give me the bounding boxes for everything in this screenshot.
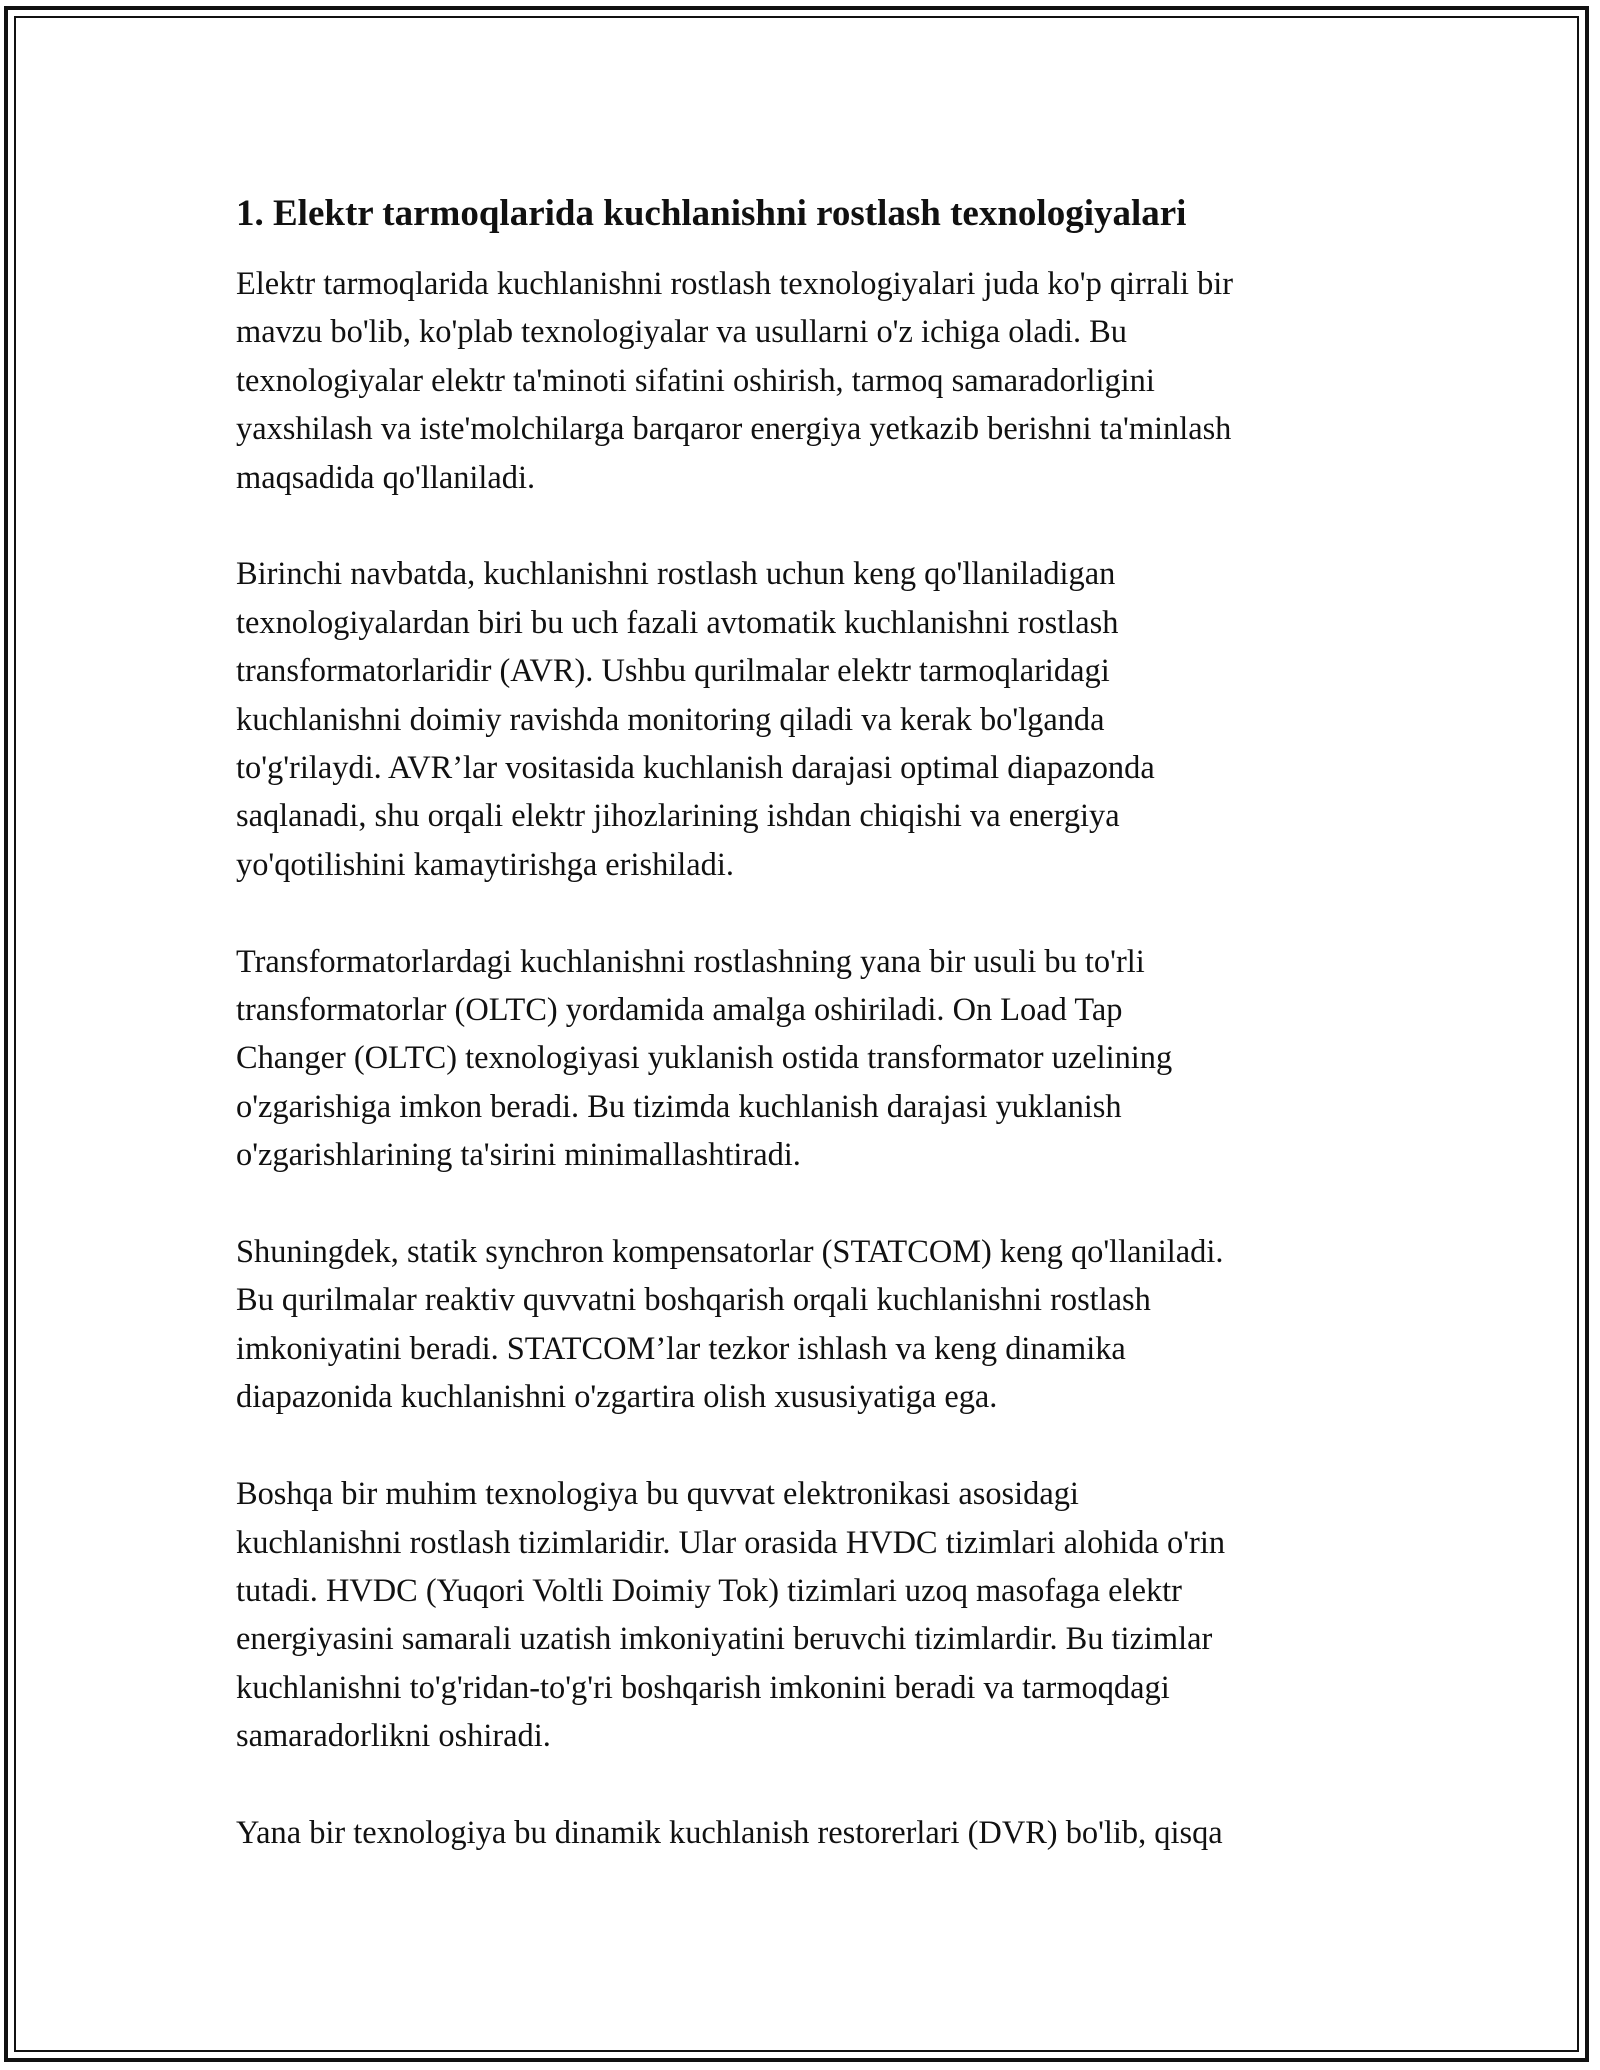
- paragraph-intro: [236, 260, 1376, 502]
- paragraph-line: Changer (OLTC) texnologiyasi yuklanish ostida transformator uzelining: [236, 1040, 1173, 1077]
- paragraph-line: Yana bir texnologiya bu dinamik kuchlanish restorerlari (DVR) bo'lib, qisqa: [236, 1814, 1223, 1851]
- paragraph-line: maqsadida qo'llaniladi.: [236, 459, 536, 496]
- paragraph-line: kuchlanishni rostlash tizimlaridir. Ular orasida HVDC tizimlari alohida o'rin: [236, 1524, 1226, 1561]
- paragraph-line: transformatorlaridir (AVR). Ushbu qurilmalar elektr tarmoqlaridagi: [236, 653, 1110, 690]
- paragraph-line: tutadi. HVDC (Yuqori Voltli Doimiy Tok) tizimlari uzoq masofaga elektr: [236, 1572, 1182, 1609]
- paragraph-statcom: [236, 1228, 1376, 1422]
- paragraph-line: o'zgarishiga imkon beradi. Bu tizimda kuchlanish darajasi yuklanish: [236, 1088, 1122, 1125]
- paragraph-line: yaxshilash va iste'molchilarga barqaror energiya yetkazib berishni ta'minlash: [236, 411, 1232, 448]
- paragraph-line: Boshqa bir muhim texnologiya bu quvvat elektronikasi asosidagi: [236, 1476, 1079, 1513]
- paragraph-line: samaradorlikni oshiradi.: [236, 1718, 551, 1755]
- paragraph-line: Birinchi navbatda, kuchlanishni rostlash uchun keng qo'llaniladigan: [236, 556, 1116, 593]
- paragraph-line: imkoniyatini beradi. STATCOM’lar tezkor ishlash va keng dinamika: [236, 1330, 1126, 1367]
- paragraph-line: diapazonida kuchlanishni o'zgartira olish xususiyatiga ega.: [236, 1379, 998, 1416]
- paragraph-line: Elektr tarmoqlarida kuchlanishni rostlash texnologiyalari juda ko'p qirrali bir: [236, 266, 1234, 302]
- paragraph-line: kuchlanishni doimiy ravishda monitoring qiladi va kerak bo'lganda: [236, 701, 1105, 738]
- paragraph-line: texnologiyalardan biri bu uch fazali avtomatik kuchlanishni rostlash: [236, 604, 1119, 641]
- paragraph-dvr: [236, 1809, 1376, 1857]
- paragraph-line: Transformatorlardagi kuchlanishni rostlashning yana bir usuli bu to'rli: [236, 943, 1145, 980]
- paragraph-avr: [236, 550, 1376, 889]
- paragraph-line: kuchlanishni to'g'ridan-to'g'ri boshqarish imkonini beradi va tarmoqdagi: [236, 1669, 1170, 1706]
- paragraph-line: texnologiyalar elektr ta'minoti sifatini oshirish, tarmoq samaradorligini: [236, 362, 1155, 399]
- paragraph-line: Bu qurilmalar reaktiv quvvatni boshqarish orqali kuchlanishni rostlash: [236, 1282, 1151, 1319]
- paragraph-line: transformatorlar (OLTC) yordamida amalga oshiriladi. On Load Tap: [236, 992, 1123, 1029]
- paragraph-line: Shuningdek, statik synchron kompensatorlar (STATCOM) keng qo'llaniladi.: [236, 1234, 1224, 1271]
- paragraph-line: to'g'rilaydi. AVR’lar vositasida kuchlanish darajasi optimal diapazonda: [236, 750, 1155, 787]
- paragraph-line: o'zgarishlarining ta'sirini minimallashtiradi.: [236, 1137, 801, 1174]
- paragraph-oltc: [236, 938, 1376, 1180]
- paragraph-line: yo'qotilishini kamaytirishga erishiladi.: [236, 846, 734, 883]
- section-heading: 1. Elektr tarmoqlarida kuchlanishni rostlash texnologiyalari: [236, 193, 1187, 234]
- paragraph-hvdc: [236, 1470, 1376, 1760]
- paragraph-line: energiyasini samarali uzatish imkoniyatini beruvchi tizimlardir. Bu tizimlar: [236, 1621, 1213, 1658]
- paragraph-line: saqlanadi, shu orqali elektr jihozlarining ishdan chiqishi va energiya: [236, 798, 1120, 835]
- document-body: [236, 182, 1376, 1906]
- paragraph-line: mavzu bo'lib, ko'plab texnologiyalar va usullarni o'z ichiga oladi. Bu: [236, 314, 1127, 351]
